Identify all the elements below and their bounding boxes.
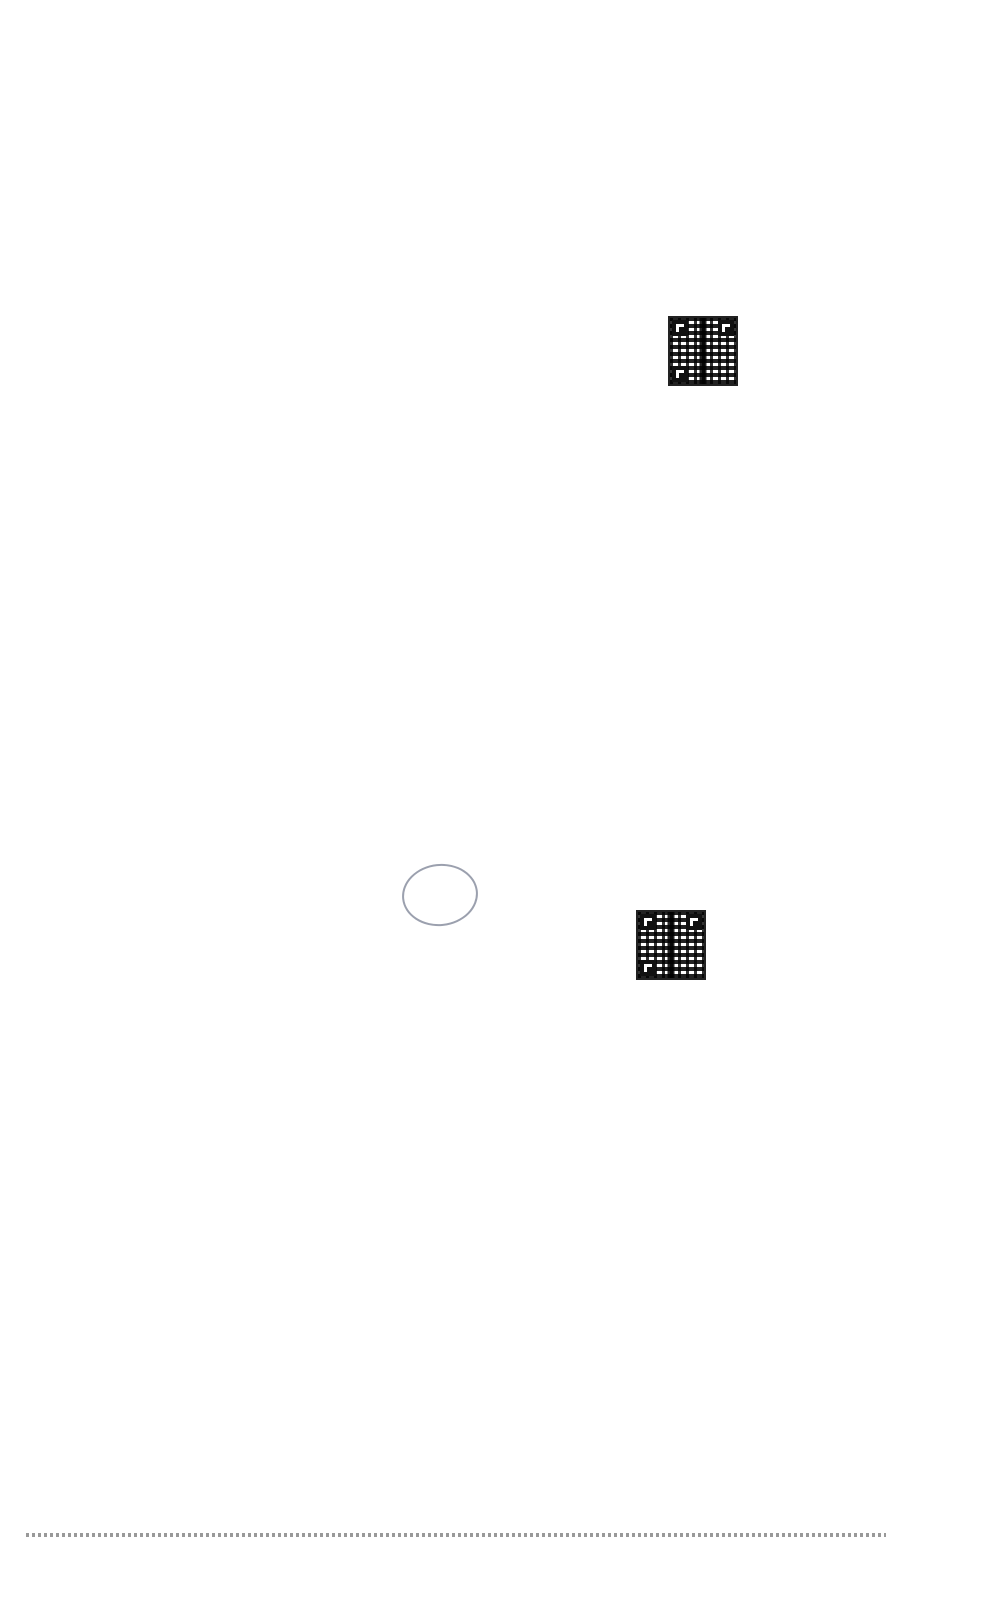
answer-row-10a <box>22 146 986 182</box>
footer-brand <box>978 1544 988 1566</box>
answer-row-8 <box>22 1488 986 1524</box>
answer-row-12 <box>22 272 986 308</box>
footer-divider <box>26 1533 886 1537</box>
answer-row-10b <box>58 196 986 232</box>
qr-code-icon[interactable] <box>636 910 706 980</box>
answer-row-11 <box>22 236 986 272</box>
watermark-stamp <box>399 860 481 930</box>
qr-code-icon[interactable] <box>668 316 738 386</box>
food-table <box>64 1227 694 1480</box>
answer-row-9 <box>22 97 986 133</box>
